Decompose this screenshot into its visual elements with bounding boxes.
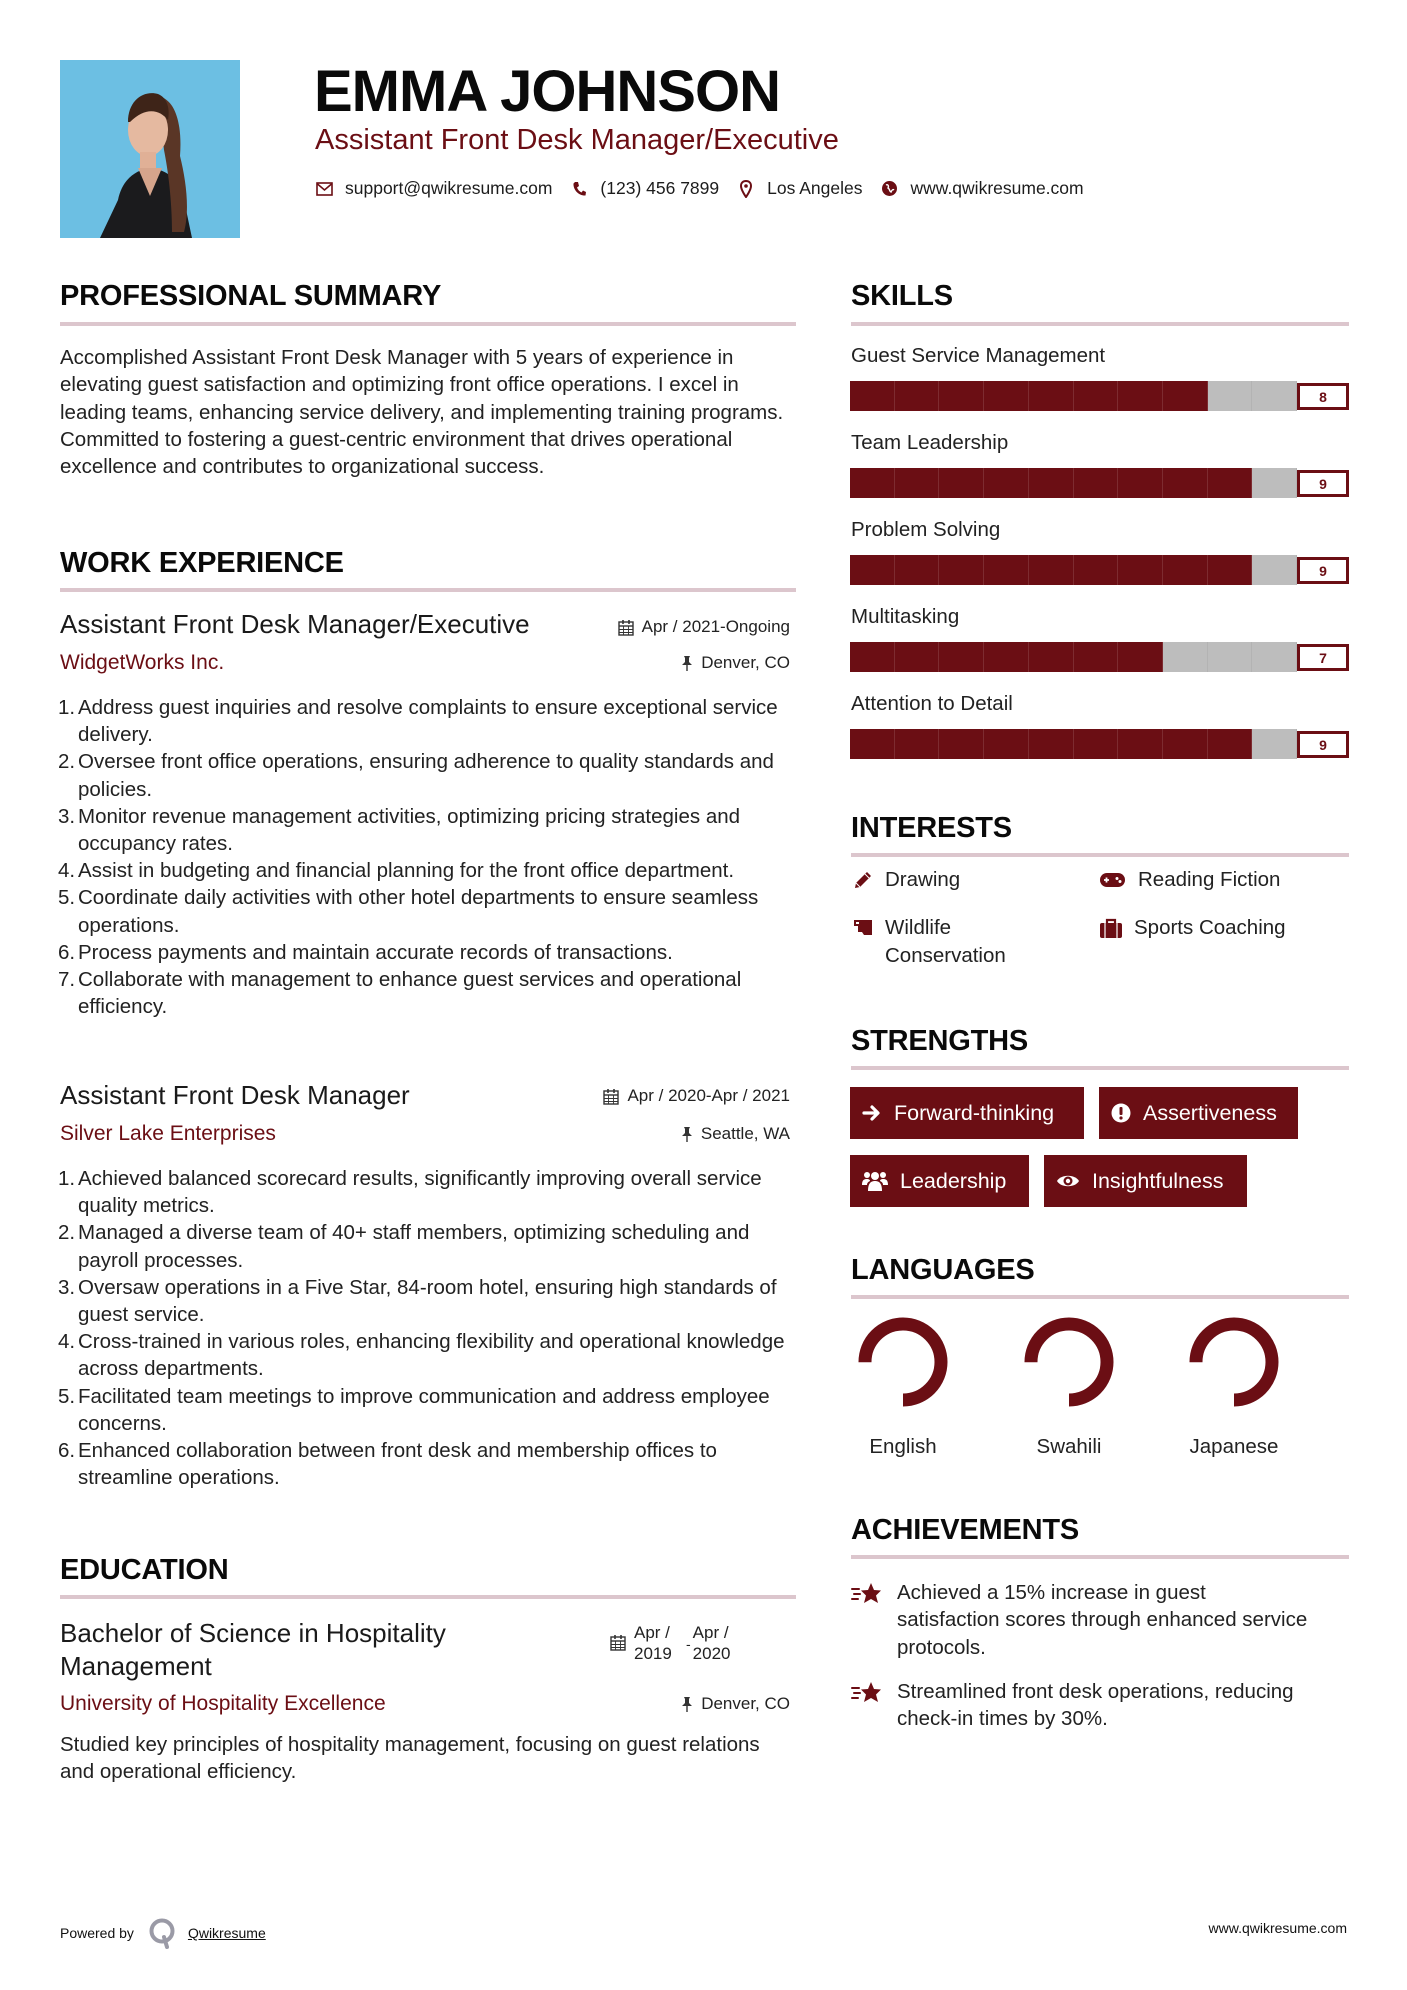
skill-bar-segment: [1208, 729, 1253, 759]
language-item: [1184, 1316, 1284, 1459]
language-label: Japanese: [1189, 1435, 1279, 1458]
skill-label: Team Leadership: [851, 431, 1009, 454]
duty-item: 5. Coordinate daily activities with other hotel departments to ensure seamless operations.: [58, 886, 759, 937]
job-2-duties: [60, 1165, 795, 1491]
users-icon: [862, 1170, 888, 1192]
strengths-heading: STRENGTHS: [851, 1025, 1029, 1057]
job-1-dates: [618, 617, 790, 637]
pushpin-icon: [681, 1126, 693, 1143]
pencil-icon: [851, 866, 875, 894]
job-2-company: Silver Lake Enterprises: [60, 1122, 276, 1145]
interest-reading-fiction: [1098, 866, 1280, 894]
powered-by-label: Powered by: [60, 1925, 134, 1941]
achievements-heading: ACHIEVEMENTS: [851, 1514, 1080, 1546]
skill-bar-segment: [1074, 555, 1119, 585]
language-level-ring-icon: [853, 1316, 953, 1408]
gamepad-icon: [1098, 866, 1126, 894]
interest-label: Drawing: [885, 868, 961, 891]
education-divider: [60, 1595, 796, 1599]
education-description: Studied key principles of hospitality management, focusing on guest relations and operational efficiency.: [60, 1733, 760, 1784]
person-portrait-icon: [60, 60, 240, 238]
skill-bar-segment: [939, 555, 984, 585]
skill-bar-segment: [939, 468, 984, 498]
achievements-divider: [851, 1555, 1349, 1559]
arrow-right-icon: [862, 1103, 882, 1123]
languages-divider: [851, 1295, 1349, 1299]
achievement-text: Streamlined front desk operations, reducing check-in times by 30%.: [897, 1680, 1294, 1731]
school-name: University of Hospitality Excellence: [60, 1692, 386, 1715]
skill-bar-segment: [1118, 381, 1163, 411]
duty-item: 3. Oversaw operations in a Five Star, 84-room hotel, ensuring high standards of guest service.: [58, 1275, 777, 1327]
skill-score: 7: [1297, 644, 1349, 671]
skill-label: Multitasking: [851, 605, 960, 628]
interest-sports-coaching: [1098, 914, 1286, 942]
contact-bar: [315, 178, 1102, 199]
exclamation-circle-icon: [1111, 1103, 1131, 1123]
skill-bar-segment: [1163, 729, 1208, 759]
duty-item: 2. Managed a diverse team of 40+ staff members, optimizing scheduling and payroll processes.: [58, 1221, 750, 1272]
skill-bar-segment: [1208, 381, 1253, 411]
contact-email[interactable]: support@qwikresume.com: [345, 178, 553, 198]
job-2-location-text: Seattle, WA: [700, 1124, 790, 1143]
duty-item: 4. Assist in budgeting and financial planning for the front office department.: [58, 859, 735, 883]
job-1-duties: [60, 694, 780, 1020]
contact-website[interactable]: www.qwikresume.com: [910, 178, 1084, 198]
skill-bar-segment: [1118, 642, 1163, 672]
interests-divider: [851, 853, 1349, 857]
pushpin-icon: [681, 655, 693, 672]
achievement-item: [851, 1579, 1311, 1661]
skill-score: 8: [1297, 383, 1349, 410]
skill-bar-segment: [1029, 381, 1074, 411]
footer-url[interactable]: www.qwikresume.com: [1208, 1920, 1347, 1936]
envelope-icon: [315, 180, 333, 198]
skill-bar-segment: [984, 381, 1029, 411]
achievement-text: Achieved a 15% increase in guest satisfaction scores through enhanced service protocols.: [897, 1581, 1308, 1659]
candidate-name: EMMA JOHNSON: [314, 59, 780, 124]
interest-label: Reading Fiction: [1138, 868, 1281, 891]
skill-bar-segment: [939, 729, 984, 759]
skill-bar-segment: [984, 729, 1029, 759]
strength-badge-leadership: [850, 1155, 1029, 1207]
footer-powered-by: [60, 1917, 266, 1949]
achievement-item: [851, 1678, 1311, 1733]
language-item: [1019, 1316, 1119, 1459]
briefcase-icon: [1098, 914, 1124, 942]
qwikresume-logo-icon: [148, 1917, 178, 1949]
shooting-star-icon: [851, 1678, 887, 1705]
skill-bar-segment: [850, 381, 895, 411]
profile-photo: [60, 60, 240, 238]
calendar-icon: [603, 1088, 619, 1105]
skill-bar-segment: [1118, 468, 1163, 498]
skill-bar-segment: [984, 468, 1029, 498]
qwikresume-link[interactable]: Qwikresume: [187, 1925, 266, 1941]
phone-icon: [570, 180, 588, 198]
strengths-divider: [851, 1066, 1349, 1070]
language-label: English: [869, 1435, 937, 1458]
skill-bar-segment: [939, 381, 984, 411]
summary-divider: [60, 322, 796, 326]
candidate-title: Assistant Front Desk Manager/Executive: [315, 124, 839, 156]
skill-bar-segment: [850, 468, 895, 498]
job-1-location-text: Denver, CO: [701, 653, 790, 672]
job-1-dates-text: Apr / 2021-Ongoing: [641, 617, 790, 636]
skill-bar-segment: [1252, 555, 1297, 585]
skill-bar-segment: [1074, 468, 1119, 498]
education-heading: EDUCATION: [60, 1554, 229, 1586]
experience-divider: [60, 588, 796, 592]
degree-title: Bachelor of Science in Hospitality Management: [60, 1618, 446, 1681]
skill-bar-segment: [850, 729, 895, 759]
summary-heading: PROFESSIONAL SUMMARY: [60, 280, 442, 312]
job-1-company: WidgetWorks Inc.: [60, 651, 225, 674]
education-location-text: Denver, CO: [701, 1694, 790, 1713]
skill-bar-segment: [850, 642, 895, 672]
interest-label: Wildlife Conservation: [885, 916, 1006, 967]
language-item: [853, 1316, 953, 1459]
skill-bar-segment: [1118, 555, 1163, 585]
skill-bar-segment: [1074, 381, 1119, 411]
skill-label: Problem Solving: [851, 518, 1001, 541]
globe-icon: [881, 180, 899, 198]
skill-bar-segment: [895, 642, 940, 672]
edu-start-year: 2019: [634, 1644, 672, 1663]
skill-bar-segment: [984, 555, 1029, 585]
job-2-dates: [603, 1086, 790, 1106]
strength-label: Leadership: [900, 1168, 1007, 1193]
language-level-ring-icon: [1019, 1316, 1119, 1408]
skill-bar-segment: [1163, 468, 1208, 498]
duty-item: 2. Oversee front office operations, ensuring adherence to quality standards and policies.: [58, 750, 774, 801]
calendar-icon: [618, 619, 634, 636]
strength-badge-forward-thinking: [850, 1087, 1084, 1139]
strength-badge-insightfulness: [1044, 1155, 1247, 1207]
skill-bar-segment: [895, 468, 940, 498]
edu-end-year: 2020: [692, 1644, 731, 1663]
skill-bar-segment: [895, 381, 940, 411]
skill-bar-segment: [1208, 555, 1253, 585]
contact-location: Los Angeles: [767, 178, 863, 198]
skill-bar-segment: [1029, 642, 1074, 672]
duty-item: 6. Process payments and maintain accurate records of transactions.: [58, 940, 673, 964]
interests-heading: INTERESTS: [851, 812, 1012, 844]
skill-bar-segment: [1029, 468, 1074, 498]
skill-bar-segment: [1252, 468, 1297, 498]
skill-bar: [850, 468, 1297, 498]
duty-item: 4. Cross-trained in various roles, enhancing flexibility and operational knowledge across departments.: [58, 1330, 785, 1381]
skill-bar: [850, 729, 1297, 759]
interest-drawing: [851, 866, 960, 894]
skill-bar-segment: [939, 642, 984, 672]
duty-item: 7. Collaborate with management to enhance guest services and operational efficiency.: [58, 968, 742, 1019]
skill-bar-segment: [1163, 381, 1208, 411]
skill-bar: [850, 642, 1297, 672]
skills-divider: [851, 322, 1349, 326]
duty-item: 1. Achieved balanced scorecard results, significantly improving overall service quality metrics.: [58, 1167, 762, 1218]
skill-bar-segment: [1118, 729, 1163, 759]
summary-text: Accomplished Assistant Front Desk Manager with 5 years of experience in elevating guest satisfaction and optimizing front office operations. I excel in leading teams, enhancing service delivery, and implementing training programs. Committed to fostering a guest-centric environment that drives operational excellence and contributes to organizational success.: [60, 346, 784, 479]
edu-end-month: Apr /: [692, 1623, 729, 1642]
skill-bar-segment: [1029, 729, 1074, 759]
skill-bar-segment: [1163, 555, 1208, 585]
skill-score: 9: [1297, 731, 1349, 758]
job-2-role: Assistant Front Desk Manager: [60, 1080, 410, 1110]
skill-bar-segment: [984, 642, 1029, 672]
strength-badge-assertiveness: [1099, 1087, 1298, 1139]
strength-label: Assertiveness: [1143, 1100, 1277, 1125]
pushpin-icon: [681, 1696, 693, 1713]
skill-bar-segment: [1252, 729, 1297, 759]
languages-heading: LANGUAGES: [851, 1254, 1035, 1286]
interest-wildlife-conservation: [851, 914, 1071, 970]
job-2-dates-text: Apr / 2020-Apr / 2021: [627, 1086, 790, 1105]
skill-bar: [850, 555, 1297, 585]
skill-bar-segment: [895, 555, 940, 585]
skill-bar-segment: [1252, 381, 1297, 411]
duty-item: 1. Address guest inquiries and resolve complaints to ensure exceptional service delivery.: [58, 696, 778, 747]
duty-item: 6. Enhanced collaboration between front desk and membership offices to streamline operations.: [58, 1439, 717, 1490]
duty-item: 3. Monitor revenue management activities, optimizing pricing strategies and occupancy rates.: [58, 804, 741, 856]
skill-bar-segment: [1252, 642, 1297, 672]
skill-score: 9: [1297, 557, 1349, 584]
shooting-star-icon: [851, 1579, 887, 1606]
strength-label: Forward-thinking: [894, 1100, 1055, 1125]
job-2-location: [681, 1124, 790, 1144]
duty-item: 5. Facilitated team meetings to improve communication and address employee concerns.: [58, 1384, 770, 1435]
skill-label: Guest Service Management: [851, 344, 1106, 367]
contact-phone[interactable]: (123) 456 7899: [600, 178, 720, 198]
map-pin-icon: [737, 180, 755, 198]
leaf-icon: [851, 914, 875, 942]
skill-score: 9: [1297, 470, 1349, 497]
edu-start-month: Apr /: [634, 1623, 670, 1642]
skill-bar-segment: [895, 729, 940, 759]
job-1-location: [681, 653, 790, 673]
language-level-ring-icon: [1184, 1316, 1284, 1408]
interest-label: Sports Coaching: [1134, 916, 1286, 939]
education-dates: [610, 1622, 731, 1664]
experience-heading: WORK EXPERIENCE: [60, 547, 344, 579]
edu-date-separator: -: [686, 1636, 691, 1652]
strength-label: Insightfulness: [1092, 1168, 1224, 1193]
skill-bar-segment: [1208, 642, 1253, 672]
calendar-icon: [610, 1634, 626, 1651]
eye-icon: [1056, 1173, 1080, 1189]
skill-bar-segment: [1029, 555, 1074, 585]
language-label: Swahili: [1036, 1435, 1102, 1458]
skill-bar-segment: [1074, 729, 1119, 759]
skill-bar-segment: [850, 555, 895, 585]
job-1-role: Assistant Front Desk Manager/Executive: [60, 609, 530, 639]
skill-label: Attention to Detail: [851, 692, 1013, 715]
skill-bar: [850, 381, 1297, 411]
skill-bar-segment: [1208, 468, 1253, 498]
skill-bar-segment: [1074, 642, 1119, 672]
education-location: [681, 1694, 790, 1714]
skill-bar-segment: [1163, 642, 1208, 672]
skills-heading: SKILLS: [851, 280, 953, 312]
